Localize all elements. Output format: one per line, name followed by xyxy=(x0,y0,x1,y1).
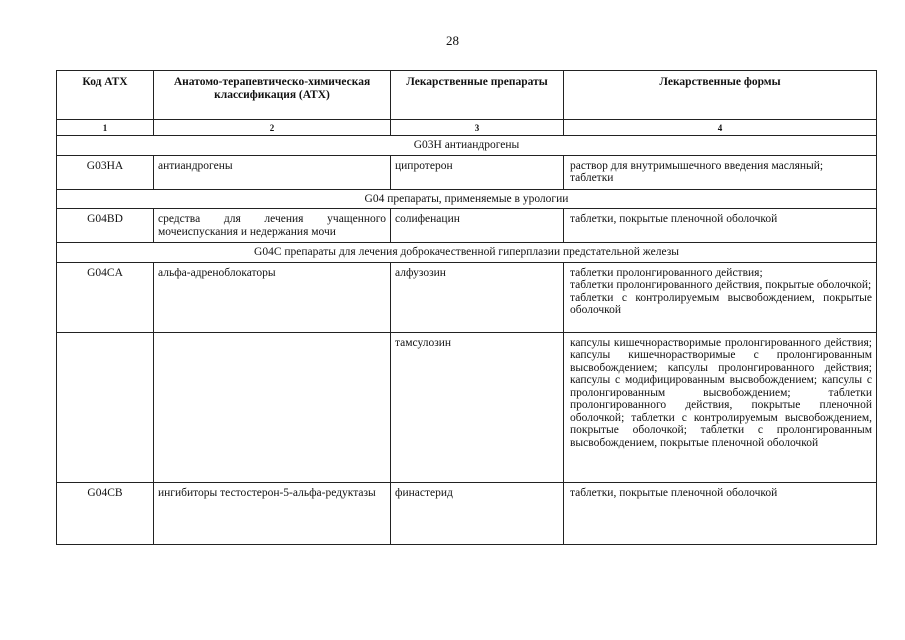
atx-classification: альфа-адреноблокаторы xyxy=(154,262,391,332)
atx-code: G04CA xyxy=(57,262,154,332)
header-forms: Лекарственные формы xyxy=(564,71,877,120)
drug-name: алфузозин xyxy=(391,262,564,332)
table-row xyxy=(57,155,877,189)
dosage-form-item: таблетки пролонгированного действия; xyxy=(570,266,763,279)
group-row xyxy=(57,136,877,156)
column-number: 1 xyxy=(57,120,154,136)
column-number: 2 xyxy=(154,120,391,136)
drug-name: тамсулозин xyxy=(391,332,564,482)
header-code: Код АТХ xyxy=(57,71,154,120)
dosage-forms xyxy=(564,209,877,243)
atx-classification: ингибиторы тестостерон-5-альфа-редуктазы xyxy=(154,482,391,544)
atx-table xyxy=(56,70,877,545)
dosage-form-item: таблетки xyxy=(570,172,614,184)
page-number: 28 xyxy=(446,33,459,48)
table-row xyxy=(57,482,877,544)
header-drugs: Лекарственные препараты xyxy=(391,71,564,120)
header-classification: Анатомо-терапевтическо-химическая классификация (АТХ) xyxy=(154,71,391,120)
table-row xyxy=(57,209,877,243)
atx-code xyxy=(57,332,154,482)
atx-classification xyxy=(154,332,391,482)
atx-code: G04CB xyxy=(57,482,154,544)
group-row xyxy=(57,243,877,263)
group-title: G03H антиандрогены xyxy=(57,136,877,156)
dosage-form-item: таблетки, покрытые пленочной оболочкой xyxy=(570,213,778,225)
dosage-form-item: капсулы кишечнорастворимые пролонгированного действия; капсулы кишечнорастворимые с пролонгированным высвобождением; капсулы пролонгированного действия; капсулы с модифицированным высвобождением; капсулы с пролонгированным высвобождением; таблетки пролонгированного действия, покрытые пленочной оболочкой; таблетки с контролируемым высвобождением, покрытые оболочкой; таблетки с пролонгированным высвобождением, покрытые пленочной оболочкой xyxy=(570,336,872,449)
dosage-forms xyxy=(564,332,877,482)
header-row xyxy=(57,71,877,120)
table-row xyxy=(57,332,877,482)
group-row xyxy=(57,189,877,209)
drug-name: ципротерон xyxy=(391,155,564,189)
atx-classification: антиандрогены xyxy=(154,155,391,189)
column-number: 3 xyxy=(391,120,564,136)
dosage-form-item: раствор для внутримышечного введения масляный; xyxy=(570,159,824,172)
dosage-forms xyxy=(564,262,877,332)
dosage-form-item: таблетки с контролируемым высвобождением, покрытые оболочкой xyxy=(570,291,872,316)
group-title: G04 препараты, применяемые в урологии xyxy=(57,189,877,209)
table-row xyxy=(57,262,877,332)
atx-classification: средства для лечения учащенного мочеиспускания и недержания мочи xyxy=(154,209,391,243)
column-number: 4 xyxy=(564,120,877,136)
dosage-form-item: таблетки пролонгированного действия, покрытые оболочкой; xyxy=(570,279,872,291)
drug-name: солифенацин xyxy=(391,209,564,243)
dosage-forms xyxy=(564,482,877,544)
dosage-forms xyxy=(564,155,877,189)
atx-code: G04BD xyxy=(57,209,154,243)
drug-name: финастерид xyxy=(391,482,564,544)
column-numbers-row xyxy=(57,120,877,136)
atx-code: G03HA xyxy=(57,155,154,189)
dosage-form-item: таблетки, покрытые пленочной оболочкой xyxy=(570,486,778,499)
group-title: G04C препараты для лечения доброкачественной гиперплазии предстательной железы xyxy=(57,243,877,263)
